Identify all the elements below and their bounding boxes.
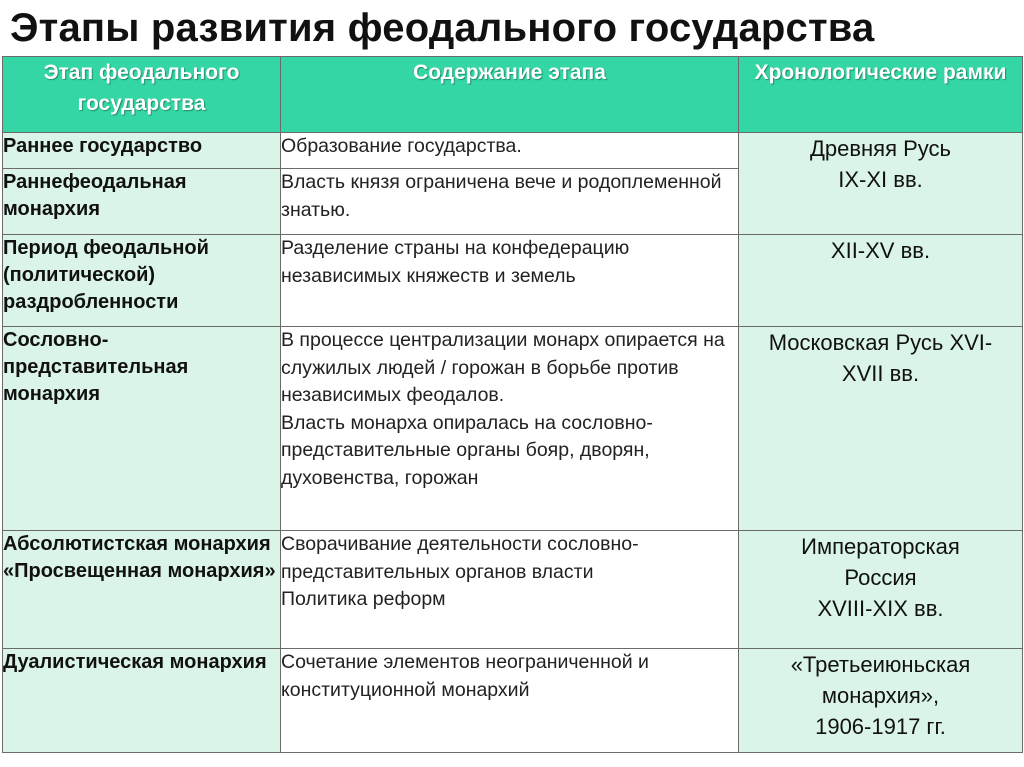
stage-name: Дуалистическая монархия: [3, 649, 281, 753]
stage-period: Московская Русь XVI-XVII вв.: [739, 327, 1023, 531]
stage-name: Сословно-представительная монархия: [3, 327, 281, 531]
header-content: Содержание этапа: [281, 57, 739, 133]
header-stage: Этап феодального государства: [3, 57, 281, 133]
page-title: Этапы развития феодального государства: [10, 6, 875, 50]
stage-content: [281, 235, 739, 327]
table-header-row: [3, 57, 1023, 133]
stage-period: Древняя Русь IX-XI вв.: [739, 133, 1023, 235]
table-row: [3, 649, 1023, 753]
stage-content: [281, 531, 739, 649]
stage-content: [281, 327, 739, 531]
stage-period: «Третьеиюньская монархия», 1906-1917 гг.: [739, 649, 1023, 753]
content-line: Разделение страны на конфедерацию независимых княжеств и земель: [281, 237, 630, 287]
content-line: Образование государства.: [281, 135, 522, 157]
content-line: Власть монарха опиралась на сословно-представительные органы бояр, дворян, духовенства, горожан: [281, 411, 653, 489]
content-line: В процессе централизации монарх опирается на служилых людей / горожан в борьбе против независимых феодалов.: [281, 329, 725, 406]
content-line: Власть князя ограничена вече и родоплеменной знатью.: [281, 171, 722, 221]
table-row: [3, 327, 1023, 531]
stage-content: [281, 649, 739, 753]
stage-content: [281, 169, 739, 235]
stage-period: Императорская Россия XVIII-XIX вв.: [739, 531, 1023, 649]
stage-name: Раннефеодальная монархия: [3, 169, 281, 235]
stage-name: Абсолютистская монархия «Просвещенная монархия»: [3, 531, 281, 649]
stage-content: [281, 133, 739, 169]
content-line: Сворачивание деятельности сословно-представительных органов власти: [281, 533, 639, 583]
header-period: Хронологические рамки: [739, 57, 1023, 133]
stages-table: [2, 56, 1023, 753]
table-row: [3, 133, 1023, 169]
content-line: Сочетание элементов неограниченной и конституционной монархий: [281, 651, 649, 701]
stage-name: Раннее государство: [3, 133, 281, 169]
stage-period: XII-XV вв.: [739, 235, 1023, 327]
table-row: [3, 235, 1023, 327]
stage-name: Период феодальной (политической) раздробленности: [3, 235, 281, 327]
content-line: Политика реформ: [281, 588, 446, 610]
table-row: [3, 531, 1023, 649]
